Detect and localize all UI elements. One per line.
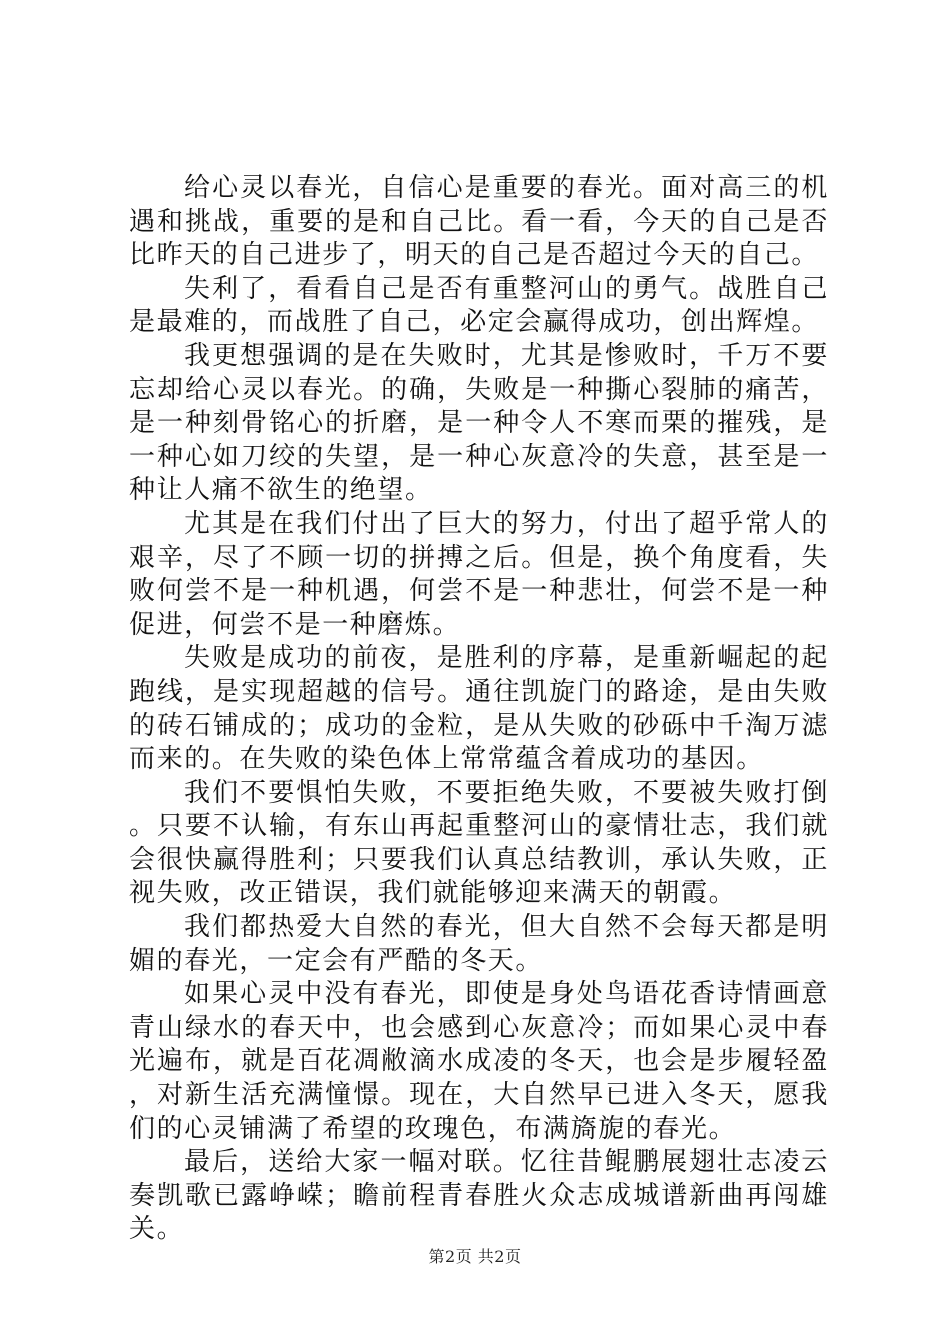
paragraph-3: 我更想强调的是在失败时，尤其是惨败时，千万不要忘却给心灵以春光。的确，失败是一种撕心裂肺的痛苦，是一种刻骨铭心的折磨，是一种令人不寒而栗的摧残，是一种心如刀绞的失望，是一种心灰意冷的失意，甚至是一种让人痛不欲生的绝望。	[129, 340, 829, 506]
paragraph-1: 给心灵以春光，自信心是重要的春光。面对高三的机遇和挑战，重要的是和自己比。看一看，今天的自己是否比昨天的自己进步了，明天的自己是否超过今天的自己。	[129, 173, 829, 271]
paragraph-2: 失利了，看看自己是否有重整河山的勇气。战胜自己是最难的，而战胜了自己，必定会赢得成功，创出辉煌。	[129, 273, 829, 338]
page-number-footer: 第2页 共2页	[428, 1247, 522, 1266]
paragraph-4: 尤其是在我们付出了巨大的努力，付出了超乎常人的艰辛，尽了不顾一切的拼搏之后。但是，换个角度看，失败何尝不是一种机遇，何尝不是一种悲壮，何尝不是一种促进，何尝不是一种磨炼。	[129, 508, 829, 640]
paragraph-9: 最后，送给大家一幅对联。忆往昔鲲鹏展翅壮志凌云奏凯歌已露峥嵘；瞻前程青春胜火众志成城谱新曲再闯雄关。	[129, 1147, 829, 1245]
paragraph-6: 我们不要惧怕失败，不要拒绝失败，不要被失败打倒。只要不认输，有东山再起重整河山的豪情壮志，我们就会很快赢得胜利；只要我们认真总结教训，承认失败，正视失败，改正错误，我们就能够迎来满天的朝霞。	[129, 777, 829, 909]
paragraph-8: 如果心灵中没有春光，即使是身处鸟语花香诗情画意青山绿水的春天中，也会感到心灰意冷；而如果心灵中春光遍布，就是百花凋敝滴水成凌的冬天，也会是步履轻盈，对新生活充满憧憬。现在，大自然早已进入冬天，愿我们的心灵铺满了希望的玫瑰色，布满旖旎的春光。	[129, 979, 829, 1144]
paragraph-7: 我们都热爱大自然的春光，但大自然不会每天都是明媚的春光，一定会有严酷的冬天。	[129, 912, 829, 976]
document-body	[129, 172, 829, 1247]
paragraph-5: 失败是成功的前夜，是胜利的序幕，是重新崛起的起跑线，是实现超越的信号。通往凯旋门的路途，是由失败的砖石铺成的；成功的金粒，是从失败的砂砾中千淘万滤而来的。在失败的染色体上常常蕴含着成功的基因。	[129, 643, 829, 775]
